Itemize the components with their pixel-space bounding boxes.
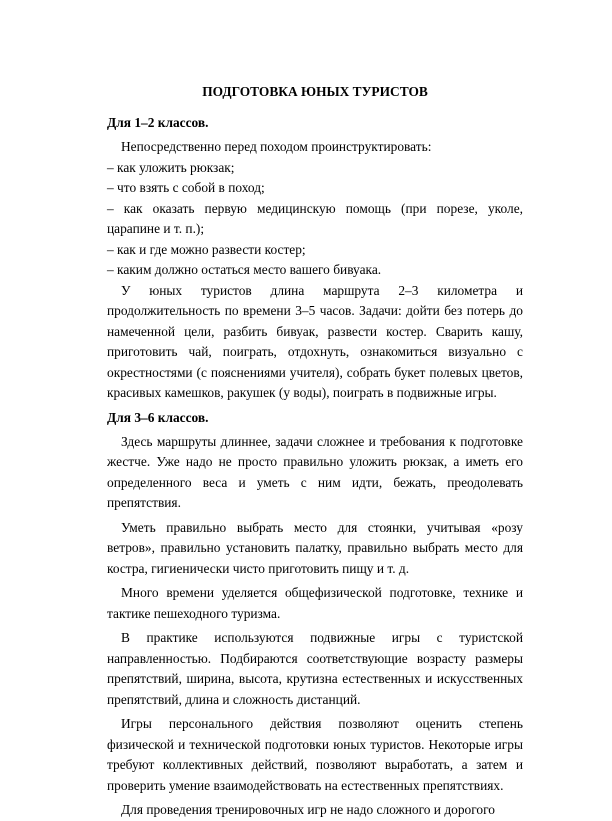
body-paragraph: Здесь маршруты длиннее, задачи сложнее и требования к подготовке жестче. Уже надо не просто правильно уложить рюкзак, а иметь его определенного веса и уметь с ним идти, бежать, преодолевать препятствия.	[107, 433, 523, 510]
instruction-item: – каким должно остаться место вашего бивуака.	[107, 262, 382, 277]
instruction-item: – что взять с собой в поход;	[107, 180, 265, 195]
body-paragraph: У юных туристов длина маршрута 2–3 километра и продолжительность по времени 3–5 часов. Задачи: дойти без потерь до намеченной цели, разбить бивуак, развести костер. Сварить кашу, приготовить чай, поиграть, отдохнуть, ознакомиться визуально с окрестностями (с пояснениями учителя), собрать букет полевых цветов, красивых камешков, ракушек (у воды), поиграть в подвижные игры.	[107, 282, 523, 400]
instruction-item: – как уложить рюкзак;	[107, 159, 235, 175]
section-heading-grades-3-6: Для 3–6 классов.	[107, 409, 209, 425]
body-paragraph: В практике используются подвижные игры с туристской направленностью. Подбираются соответствующие возрасту размеры препятствий, ширина, высота, крутизна естественных и искусственных препятствий, длина и сложность дистанций.	[107, 630, 523, 707]
document-body	[107, 82, 523, 821]
body-paragraph: Уметь правильно выбрать место для стоянки, учитывая «розу ветров», правильно установить палатку, правильно выбрать место для костра, гигиенически чисто приготовить пищу и т. д.	[107, 519, 523, 576]
instruction-intro: Непосредственно перед походом проинструктировать:	[121, 139, 432, 154]
body-paragraph: Игры персонального действия позволяют оценить степень физической и технической подготовки юных туристов. Некоторые игры требуют коллективных действий, позволяют выработать, а затем и проверить умение взаимодействовать на естественных препятствиях.	[107, 716, 523, 793]
body-paragraph: Для проведения тренировочных игр не надо сложного и дорогого	[121, 802, 495, 817]
instruction-item: – как оказать первую медицинскую помощь (при порезе, уколе, царапине и т. п.);	[107, 200, 523, 236]
section-heading-grades-1-2: Для 1–2 классов.	[107, 115, 209, 130]
body-paragraph: Много времени уделяется общефизической подготовке, технике и тактике пешеходного туризма.	[107, 585, 523, 621]
instruction-item: – как и где можно развести костер;	[107, 241, 306, 257]
document-title: ПОДГОТОВКА ЮНЫХ ТУРИСТОВ	[202, 84, 428, 99]
